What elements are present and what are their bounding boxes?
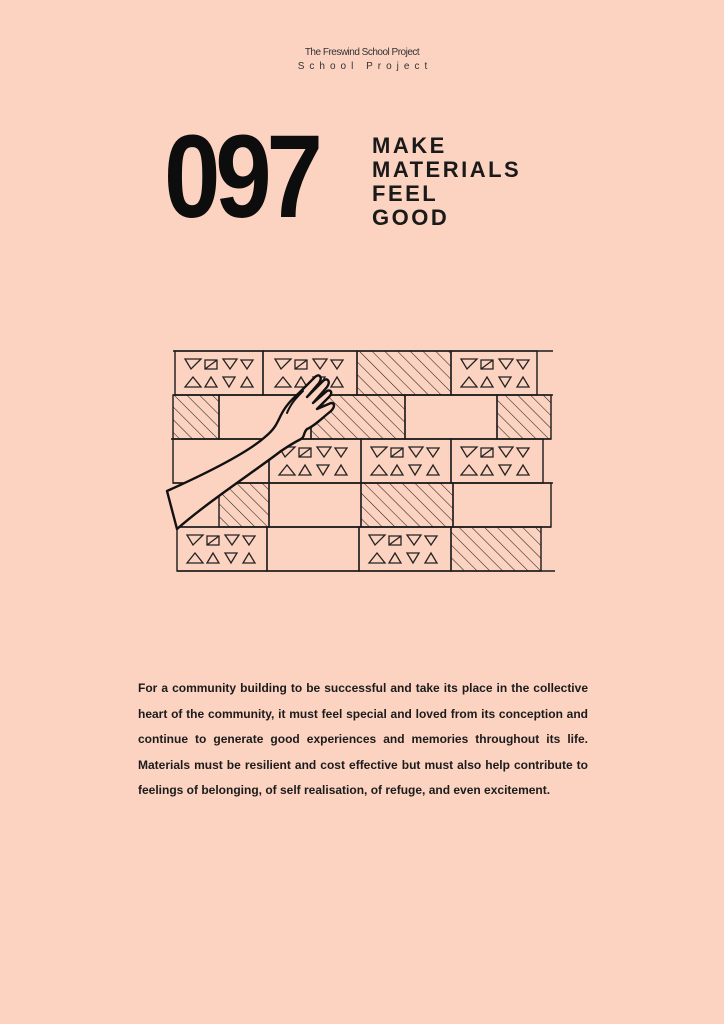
title-line-3: FEEL bbox=[372, 181, 439, 206]
title-line-1: MAKE bbox=[372, 133, 447, 158]
project-subtitle: School Project bbox=[297, 61, 433, 72]
hand-on-brick-wall-illustration bbox=[137, 333, 585, 607]
project-header bbox=[0, 46, 724, 74]
title-line-4: GOOD bbox=[372, 205, 450, 230]
principle-title bbox=[372, 134, 521, 230]
project-title: The Freswind School Project bbox=[304, 47, 420, 58]
body-paragraph: For a community building to be successful and take its place in the collective heart of the community, it must feel special and loved from its conception and continue to generate good experiences and memories throughout its life. Materials must be resilient and cost effective but must also help contribute to feelings of belonging, of self realisation, of refuge, and even excitement. bbox=[138, 681, 588, 798]
principle-number: 097 bbox=[164, 111, 318, 243]
title-line-2: MATERIALS bbox=[372, 157, 522, 182]
